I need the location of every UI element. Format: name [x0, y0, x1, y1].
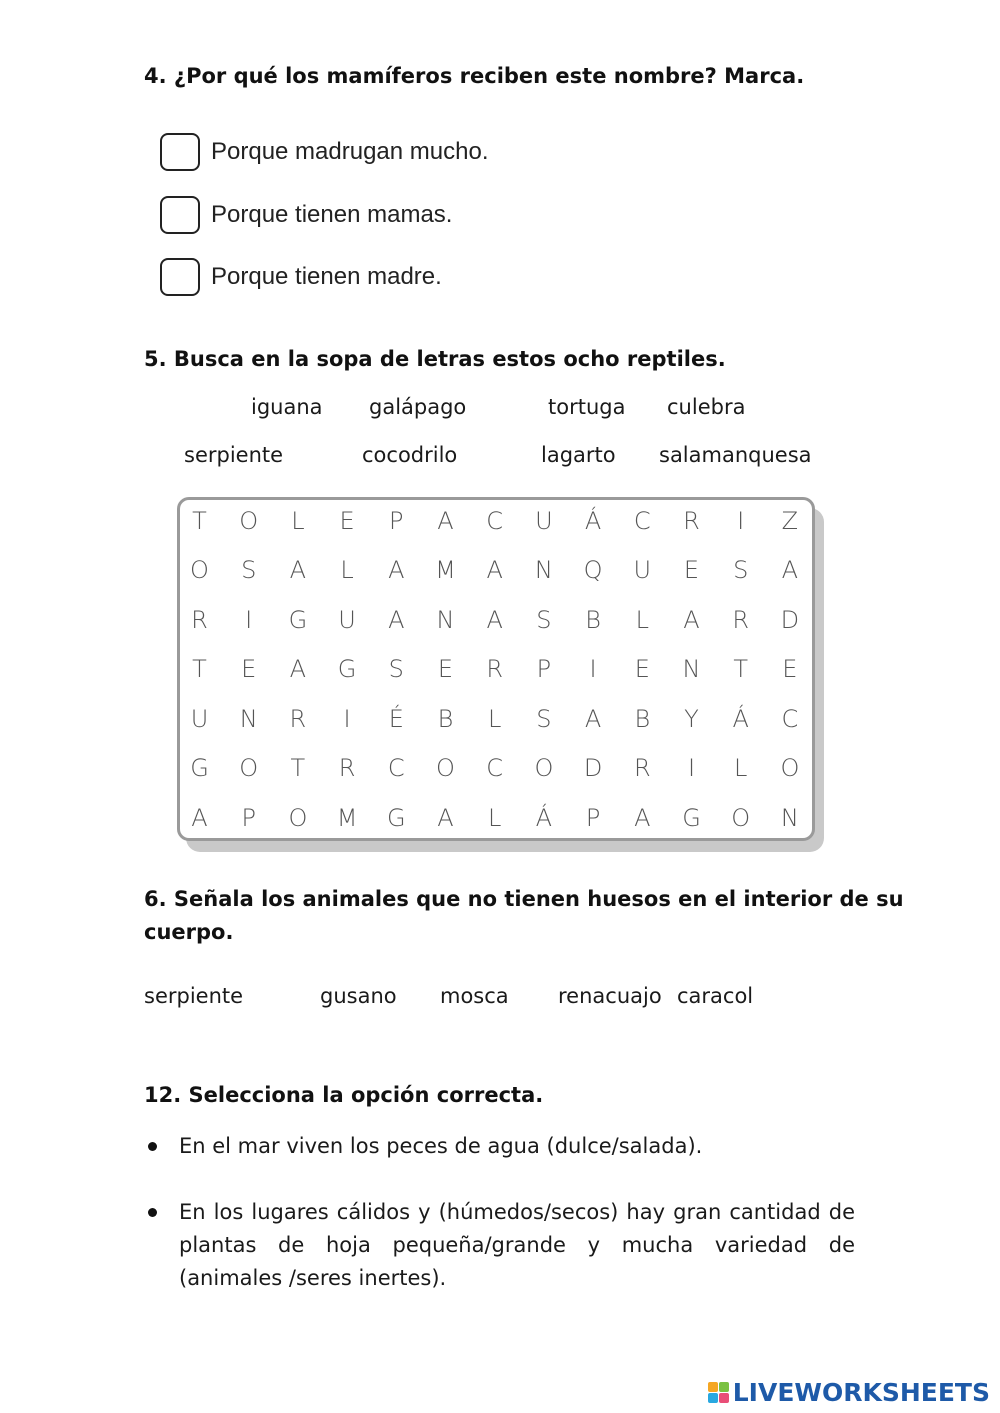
grid-letter[interactable]: T: [192, 507, 207, 535]
grid-letter[interactable]: I: [737, 507, 745, 535]
question-6-title-line2: cuerpo.: [144, 920, 234, 944]
question-5-title: 5. Busca en la sopa de letras estos ocho reptiles.: [144, 347, 726, 371]
answer-checkbox[interactable]: [160, 133, 200, 171]
grid-letter[interactable]: S: [536, 705, 552, 733]
grid-letter[interactable]: B: [634, 705, 651, 733]
grid-letter[interactable]: A: [486, 606, 503, 634]
grid-letter[interactable]: N: [436, 606, 455, 634]
grid-row: [175, 794, 815, 843]
logo-text: LIVEWORKSHEETS: [732, 1377, 990, 1407]
grid-letter[interactable]: T: [290, 754, 306, 782]
reptile-word: culebra: [667, 395, 746, 419]
grid-letter[interactable]: A: [437, 507, 454, 535]
grid-letter[interactable]: N: [534, 556, 553, 584]
grid-letter[interactable]: Y: [684, 705, 699, 733]
grid-letter[interactable]: P: [536, 655, 552, 683]
grid-letter[interactable]: D: [583, 754, 603, 782]
grid-letter[interactable]: E: [241, 655, 257, 683]
grid-letter[interactable]: A: [289, 556, 307, 584]
grid-row: [175, 744, 815, 793]
grid-letter[interactable]: C: [486, 507, 504, 535]
grid-letter[interactable]: R: [683, 507, 700, 535]
grid-letter[interactable]: O: [436, 754, 455, 782]
grid-letter[interactable]: P: [389, 507, 404, 535]
grid-letter[interactable]: U: [535, 507, 553, 535]
grid-letter[interactable]: R: [338, 754, 356, 782]
grid-letter[interactable]: Z: [781, 507, 799, 535]
option-row: [160, 131, 489, 173]
grid-letter[interactable]: S: [388, 655, 404, 683]
grid-letter[interactable]: U: [190, 705, 209, 733]
grid-letter[interactable]: S: [536, 606, 552, 634]
logo-mark-icon: [708, 1382, 729, 1403]
bullet-icon: [148, 1208, 157, 1217]
grid-letter[interactable]: B: [437, 705, 454, 733]
grid-letter[interactable]: S: [241, 556, 257, 584]
grid-letter[interactable]: I: [589, 655, 597, 683]
bullet-statement: En el mar viven los peces de agua (dulce/salada).: [179, 1134, 703, 1158]
grid-letter[interactable]: O: [780, 754, 800, 782]
grid-letter[interactable]: E: [634, 655, 650, 683]
grid-letter[interactable]: A: [388, 556, 405, 584]
grid-letter[interactable]: T: [733, 655, 749, 683]
grid-letter[interactable]: L: [340, 556, 354, 584]
option-label: Porque madrugan mucho.: [211, 138, 489, 165]
grid-letter[interactable]: O: [288, 804, 308, 832]
grid-letter[interactable]: O: [239, 754, 259, 782]
bullet-statement: En los lugares cálidos y (húmedos/secos) hay gran cantidad de plantas de hoja pequeña/grande y mucha variedad de (animales /seres inertes).: [179, 1200, 855, 1290]
grid-letter[interactable]: A: [584, 705, 602, 733]
grid-row: [175, 596, 815, 645]
grid-letter[interactable]: G: [682, 804, 701, 832]
grid-letter[interactable]: N: [682, 655, 701, 683]
grid-letter[interactable]: R: [732, 606, 750, 634]
grid-letter[interactable]: C: [387, 754, 405, 782]
grid-letter[interactable]: R: [486, 655, 504, 683]
reptile-word: iguana: [251, 395, 323, 419]
question-4-title: 4. ¿Por qué los mamíferos reciben este nombre? Marca.: [144, 64, 805, 88]
grid-letter[interactable]: Q: [583, 556, 603, 584]
grid-letter[interactable]: L: [488, 804, 502, 832]
grid-letter[interactable]: A: [191, 804, 208, 832]
question-12-title: 12. Selecciona la opción correcta.: [144, 1083, 544, 1107]
grid-letter[interactable]: E: [782, 655, 798, 683]
grid-letter[interactable]: E: [339, 507, 355, 535]
grid-letter[interactable]: L: [291, 507, 305, 535]
grid-letter[interactable]: M: [336, 804, 358, 832]
reptile-word: serpiente: [184, 443, 284, 467]
answer-checkbox[interactable]: [160, 196, 200, 234]
grid-letter[interactable]: A: [437, 804, 454, 832]
grid-letter[interactable]: D: [780, 606, 800, 634]
grid-letter[interactable]: N: [780, 804, 799, 832]
grid-letter[interactable]: R: [289, 705, 307, 733]
grid-letter[interactable]: S: [733, 556, 749, 584]
grid-row: [175, 546, 815, 595]
grid-letter[interactable]: G: [386, 804, 406, 832]
grid-letter[interactable]: I: [343, 705, 351, 733]
animal-word[interactable]: mosca: [440, 984, 509, 1008]
grid-letter[interactable]: Á: [584, 507, 602, 535]
animal-word[interactable]: serpiente: [144, 984, 244, 1008]
reptile-word: galápago: [369, 395, 467, 419]
grid-letter[interactable]: A: [289, 655, 307, 683]
grid-letter[interactable]: I: [687, 754, 696, 782]
grid-letter[interactable]: M: [435, 556, 456, 584]
grid-row: [175, 497, 815, 546]
grid-letter[interactable]: O: [239, 507, 259, 535]
grid-row: [175, 645, 815, 694]
grid-letter[interactable]: G: [190, 754, 209, 782]
animal-word[interactable]: renacuajo: [558, 984, 662, 1008]
grid-letter[interactable]: O: [731, 804, 751, 832]
question-6-title-line1: 6. Señala los animales que no tienen huesos en el interior de su: [144, 887, 904, 911]
animal-word[interactable]: caracol: [677, 984, 754, 1008]
question-6-title: [144, 883, 904, 949]
grid-letter[interactable]: A: [388, 606, 405, 634]
grid-letter[interactable]: A: [486, 556, 503, 584]
grid-letter[interactable]: O: [534, 754, 554, 782]
grid-letter[interactable]: U: [338, 606, 356, 634]
grid-letter[interactable]: C: [781, 705, 799, 733]
grid-letter[interactable]: L: [734, 754, 748, 782]
answer-checkbox[interactable]: [160, 258, 200, 296]
grid-letter[interactable]: R: [191, 606, 208, 634]
reptile-word: salamanquesa: [659, 443, 812, 467]
grid-letter[interactable]: N: [239, 705, 258, 733]
liveworksheets-logo: [708, 1377, 990, 1407]
reptile-word: tortuga: [548, 395, 626, 419]
grid-letter[interactable]: A: [634, 804, 651, 832]
grid-letter[interactable]: A: [781, 556, 799, 584]
grid-letter[interactable]: P: [241, 804, 256, 832]
grid-letter[interactable]: G: [288, 606, 308, 634]
grid-letter[interactable]: O: [190, 556, 209, 584]
option-label: Porque tienen madre.: [211, 263, 442, 290]
reptile-word: cocodrilo: [362, 443, 458, 467]
reptile-word: lagarto: [541, 443, 616, 467]
grid-letter[interactable]: I: [245, 606, 253, 634]
grid-letter[interactable]: L: [635, 606, 649, 634]
grid-letter[interactable]: É: [388, 705, 404, 733]
option-label: Porque tienen mamas.: [211, 201, 453, 228]
animal-word[interactable]: gusano: [320, 984, 397, 1008]
grid-letter[interactable]: B: [585, 606, 601, 634]
grid-letter[interactable]: C: [486, 754, 504, 782]
grid-letter[interactable]: T: [192, 655, 207, 683]
option-row: [160, 256, 442, 298]
grid-row: [175, 695, 815, 744]
grid-letter[interactable]: L: [488, 705, 502, 733]
grid-letter[interactable]: C: [633, 507, 651, 535]
bullet-icon: [148, 1142, 157, 1151]
grid-letter[interactable]: E: [683, 556, 700, 584]
option-row: [160, 194, 452, 236]
grid-letter[interactable]: G: [337, 655, 357, 683]
grid-letter[interactable]: Á: [535, 804, 553, 832]
grid-letter[interactable]: U: [633, 556, 652, 584]
grid-letter[interactable]: P: [585, 804, 601, 832]
grid-letter[interactable]: E: [437, 655, 454, 683]
grid-letter[interactable]: Á: [732, 705, 749, 733]
grid-letter[interactable]: A: [683, 606, 700, 634]
grid-letter[interactable]: R: [633, 754, 651, 782]
